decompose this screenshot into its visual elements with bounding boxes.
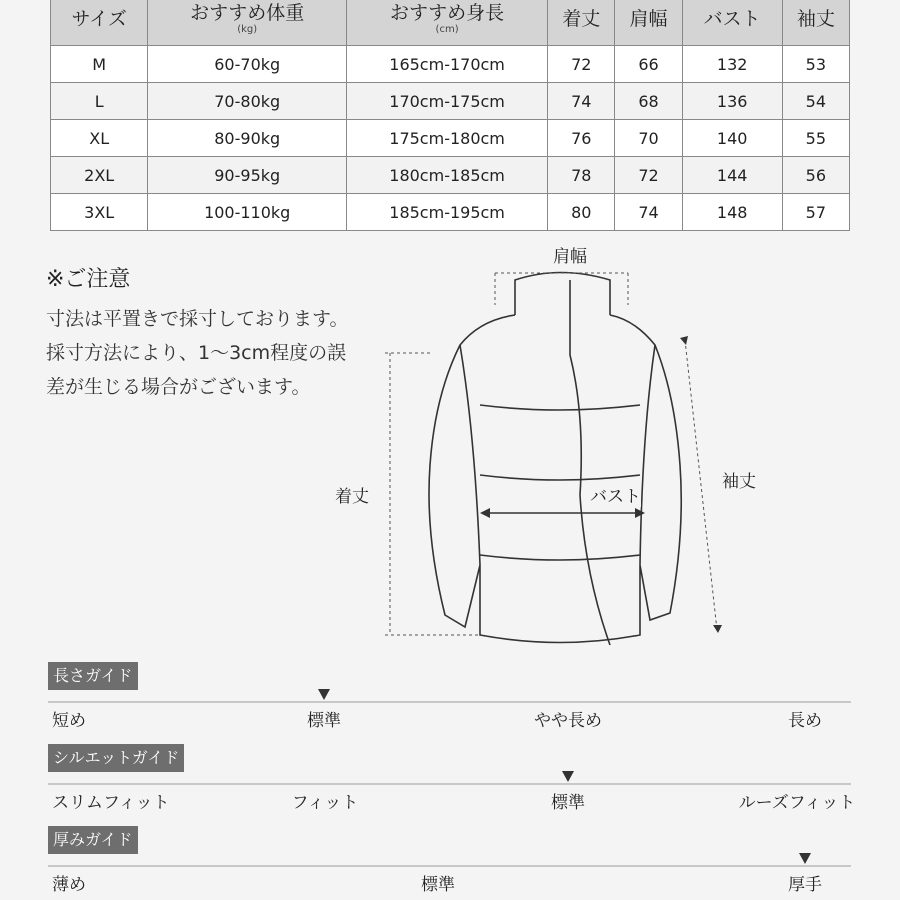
table-cell: 72 [548, 46, 615, 83]
header-size: サイズ [51, 0, 148, 46]
table-cell: 80 [548, 194, 615, 231]
table-cell: 72 [615, 157, 682, 194]
label-length: 着丈 [335, 487, 369, 507]
guide-scale-line [48, 701, 851, 703]
header-sleeve: 袖丈 [782, 0, 849, 46]
table-row [51, 46, 850, 83]
label-sleeve: 袖丈 [722, 472, 756, 492]
table-row [51, 120, 850, 157]
table-cell: 165cm-170cm [347, 46, 548, 83]
table-cell: 70 [615, 120, 682, 157]
table-cell: 3XL [51, 194, 148, 231]
table-cell: 144 [682, 157, 782, 194]
guide-option: 薄め [52, 875, 86, 895]
table-cell: 66 [615, 46, 682, 83]
table-cell: 148 [682, 194, 782, 231]
table-cell: 185cm-195cm [347, 194, 548, 231]
guide-option: 標準 [551, 793, 585, 813]
table-row [51, 194, 850, 231]
table-cell: 74 [615, 194, 682, 231]
jacket-diagram [330, 235, 750, 695]
table-cell: 56 [782, 157, 849, 194]
guide-option: 標準 [421, 875, 455, 895]
table-cell: L [51, 83, 148, 120]
table-cell: 76 [548, 120, 615, 157]
note-title: ※ご注意 [46, 267, 131, 292]
guide-option: フィット [291, 793, 359, 813]
table-cell: 80-90kg [148, 120, 347, 157]
guide-option: 標準 [307, 711, 341, 731]
table-cell: 175cm-180cm [347, 120, 548, 157]
guide-title: シルエットガイド [48, 744, 184, 772]
guide-option: 厚手 [788, 875, 822, 895]
header-height: おすすめ身長 (cm) [347, 0, 548, 46]
label-shoulder: 肩幅 [553, 247, 587, 267]
table-cell: 170cm-175cm [347, 83, 548, 120]
table-row [51, 83, 850, 120]
guide-option: ルーズフィット [738, 793, 856, 813]
table-cell: 55 [782, 120, 849, 157]
table-cell: 100-110kg [148, 194, 347, 231]
note-body: 寸法は平置きで採寸しております。採寸方法により、1〜3cm程度の誤差が生じる場合がございます。 [46, 308, 349, 398]
table-cell: 74 [548, 83, 615, 120]
table-cell: M [51, 46, 148, 83]
table-cell: 132 [682, 46, 782, 83]
table-cell: 2XL [51, 157, 148, 194]
table-cell: 78 [548, 157, 615, 194]
table-cell: 53 [782, 46, 849, 83]
guide-option: スリムフィット [52, 793, 170, 813]
header-bust: バスト [682, 0, 782, 46]
table-cell: 70-80kg [148, 83, 347, 120]
table-cell: 68 [615, 83, 682, 120]
guide-scale-line [48, 865, 851, 867]
table-cell: 140 [682, 120, 782, 157]
table-cell: 60-70kg [148, 46, 347, 83]
table-cell: 136 [682, 83, 782, 120]
guide-marker-icon [799, 853, 811, 864]
table-cell: XL [51, 120, 148, 157]
guide-title: 厚みガイド [48, 826, 138, 854]
guide-title: 長さガイド [48, 662, 138, 690]
header-length: 着丈 [548, 0, 615, 46]
header-weight: おすすめ体重 (kg) [148, 0, 347, 46]
guide-scale-line [48, 783, 851, 785]
guide-marker-icon [318, 689, 330, 700]
table-cell: 57 [782, 194, 849, 231]
guide-option: 短め [52, 711, 86, 731]
guide-option: 長め [788, 711, 822, 731]
table-cell: 90-95kg [148, 157, 347, 194]
guide-option: やや長め [534, 711, 602, 731]
table-cell: 54 [782, 83, 849, 120]
table-row [51, 157, 850, 194]
size-table [50, 0, 850, 231]
table-cell: 180cm-185cm [347, 157, 548, 194]
guide-marker-icon [562, 771, 574, 782]
header-shoulder: 肩幅 [615, 0, 682, 46]
label-bust: バスト [590, 482, 641, 507]
